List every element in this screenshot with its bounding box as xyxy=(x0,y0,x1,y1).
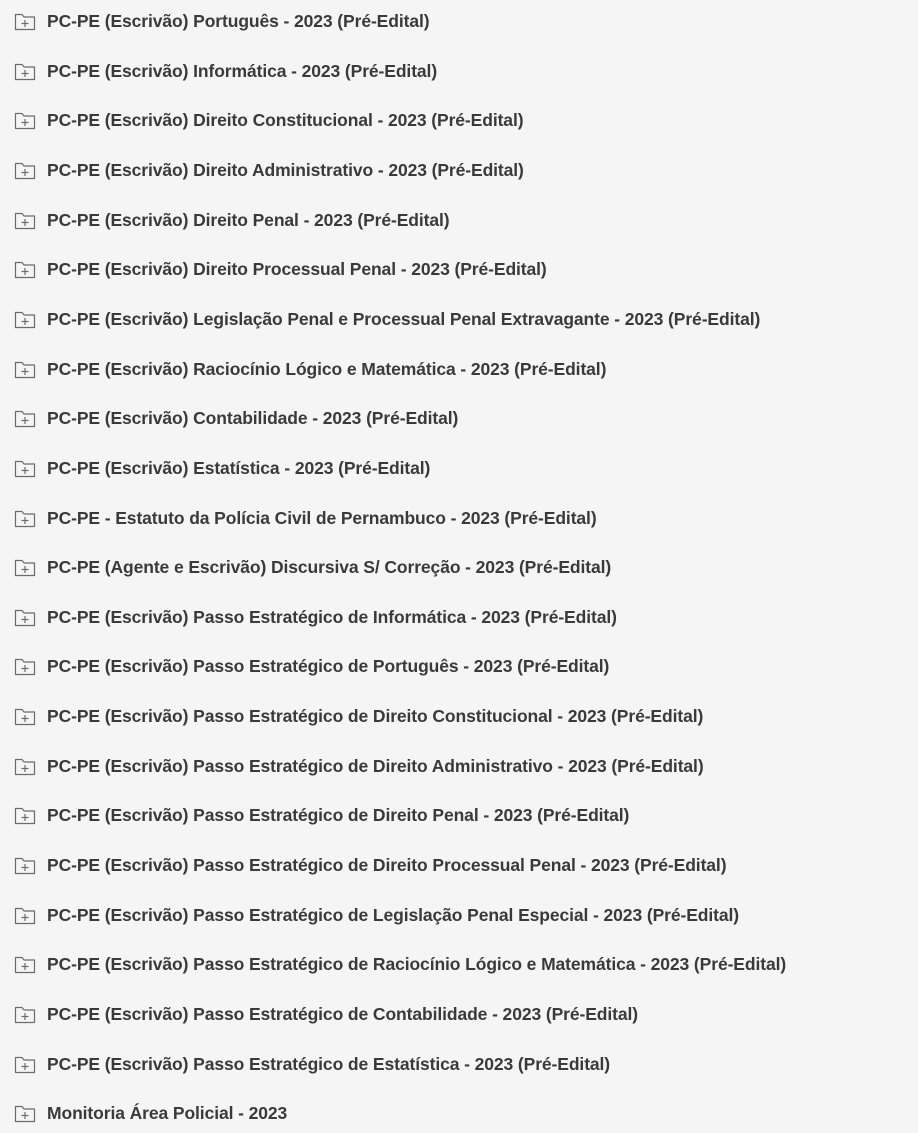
folder-plus-icon[interactable] xyxy=(14,359,36,379)
folder-plus-icon[interactable] xyxy=(14,656,36,676)
folder-plus-icon[interactable] xyxy=(14,1054,36,1074)
folder-item[interactable] xyxy=(0,944,900,984)
folder-label[interactable]: PC-PE (Escrivão) Passo Estratégico de Direito Processual Penal - 2023 (Pré-Edital) xyxy=(47,855,727,876)
folder-plus-icon[interactable] xyxy=(14,1004,36,1024)
folder-plus-icon[interactable] xyxy=(14,954,36,974)
folder-label[interactable]: PC-PE (Escrivão) Português - 2023 (Pré-Edital) xyxy=(47,11,430,31)
folder-item[interactable] xyxy=(0,249,900,289)
folder-label[interactable]: PC-PE (Escrivão) Passo Estratégico de Português - 2023 (Pré-Edital) xyxy=(47,656,610,677)
folder-item[interactable] xyxy=(0,1,900,41)
folder-item[interactable] xyxy=(0,795,900,835)
folder-item[interactable] xyxy=(0,200,900,240)
folder-label[interactable]: PC-PE (Escrivão) Passo Estratégico de Raciocínio Lógico e Matemática - 2023 (Pré-Edital) xyxy=(47,954,787,975)
folder-plus-icon[interactable] xyxy=(14,309,36,329)
folder-item[interactable] xyxy=(0,597,900,637)
folder-label[interactable]: PC-PE (Escrivão) Passo Estratégico de Legislação Penal Especial - 2023 (Pré-Edital) xyxy=(47,904,739,925)
folder-label[interactable]: PC-PE - Estatuto da Polícia Civil de Pernambuco - 2023 (Pré-Edital) xyxy=(47,507,597,528)
folder-item[interactable] xyxy=(0,398,900,438)
folder-item[interactable] xyxy=(0,845,900,885)
folder-label[interactable]: PC-PE (Escrivão) Legislação Penal e Processual Penal Extravagante - 2023 (Pré-Edital) xyxy=(47,308,761,329)
folder-label[interactable]: PC-PE (Escrivão) Contabilidade - 2023 (Pré-Edital) xyxy=(47,408,459,429)
folder-label[interactable]: PC-PE (Escrivão) Passo Estratégico de Estatística - 2023 (Pré-Edital) xyxy=(47,1053,611,1074)
folder-plus-icon[interactable] xyxy=(14,110,36,130)
folder-label[interactable]: PC-PE (Escrivão) Direito Constitucional - 2023 (Pré-Edital) xyxy=(47,110,524,131)
folder-label[interactable]: PC-PE (Escrivão) Raciocínio Lógico e Matemática - 2023 (Pré-Edital) xyxy=(47,358,607,379)
folder-plus-icon[interactable] xyxy=(14,408,36,428)
folder-plus-icon[interactable] xyxy=(14,706,36,726)
folder-plus-icon[interactable] xyxy=(14,607,36,627)
folder-plus-icon[interactable] xyxy=(14,259,36,279)
folder-plus-icon[interactable] xyxy=(14,1103,36,1123)
folder-label[interactable]: PC-PE (Escrivão) Passo Estratégico de Direito Constitucional - 2023 (Pré-Edital) xyxy=(47,706,704,727)
folder-item[interactable] xyxy=(0,1093,900,1133)
folder-item[interactable] xyxy=(0,746,900,786)
folder-item[interactable] xyxy=(0,1044,900,1084)
folder-item[interactable] xyxy=(0,646,900,686)
folder-plus-icon[interactable] xyxy=(14,458,36,478)
folder-label[interactable]: PC-PE (Escrivão) Passo Estratégico de Informática - 2023 (Pré-Edital) xyxy=(47,606,617,627)
folder-item[interactable] xyxy=(0,696,900,736)
folder-label[interactable]: PC-PE (Escrivão) Estatística - 2023 (Pré-Edital) xyxy=(47,457,431,478)
folder-item[interactable] xyxy=(0,51,900,91)
folder-plus-icon[interactable] xyxy=(14,508,36,528)
folder-plus-icon[interactable] xyxy=(14,557,36,577)
folder-plus-icon[interactable] xyxy=(14,210,36,230)
folder-item[interactable] xyxy=(0,448,900,488)
folder-item[interactable] xyxy=(0,100,900,140)
folder-plus-icon[interactable] xyxy=(14,805,36,825)
folder-label[interactable]: PC-PE (Escrivão) Passo Estratégico de Direito Penal - 2023 (Pré-Edital) xyxy=(47,805,630,826)
folder-item[interactable] xyxy=(0,547,900,587)
folder-plus-icon[interactable] xyxy=(14,855,36,875)
folder-label[interactable]: PC-PE (Escrivão) Direito Penal - 2023 (Pré-Edital) xyxy=(47,209,450,230)
folder-plus-icon[interactable] xyxy=(14,160,36,180)
folder-label[interactable]: PC-PE (Agente e Escrivão) Discursiva S/ Correção - 2023 (Pré-Edital) xyxy=(47,557,612,578)
folder-label[interactable]: PC-PE (Escrivão) Passo Estratégico de Direito Administrativo - 2023 (Pré-Edital) xyxy=(47,755,704,776)
folder-item[interactable] xyxy=(0,498,900,538)
folder-plus-icon[interactable] xyxy=(14,61,36,81)
folder-item[interactable] xyxy=(0,299,900,339)
folder-label[interactable]: PC-PE (Escrivão) Informática - 2023 (Pré-Edital) xyxy=(47,60,438,81)
folder-item[interactable] xyxy=(0,150,900,190)
folder-item[interactable] xyxy=(0,994,900,1034)
folder-label[interactable]: PC-PE (Escrivão) Direito Processual Penal - 2023 (Pré-Edital) xyxy=(47,259,547,280)
folder-plus-icon[interactable] xyxy=(14,756,36,776)
folder-item[interactable] xyxy=(0,349,900,389)
folder-label[interactable]: PC-PE (Escrivão) Passo Estratégico de Contabilidade - 2023 (Pré-Edital) xyxy=(47,1004,638,1024)
folder-plus-icon[interactable] xyxy=(14,905,36,925)
folder-label[interactable]: PC-PE (Escrivão) Direito Administrativo - 2023 (Pré-Edital) xyxy=(47,159,524,180)
folder-label[interactable]: Monitoria Área Policial - 2023 xyxy=(47,1103,288,1124)
folder-plus-icon[interactable] xyxy=(14,11,36,31)
folder-item[interactable] xyxy=(0,895,900,935)
